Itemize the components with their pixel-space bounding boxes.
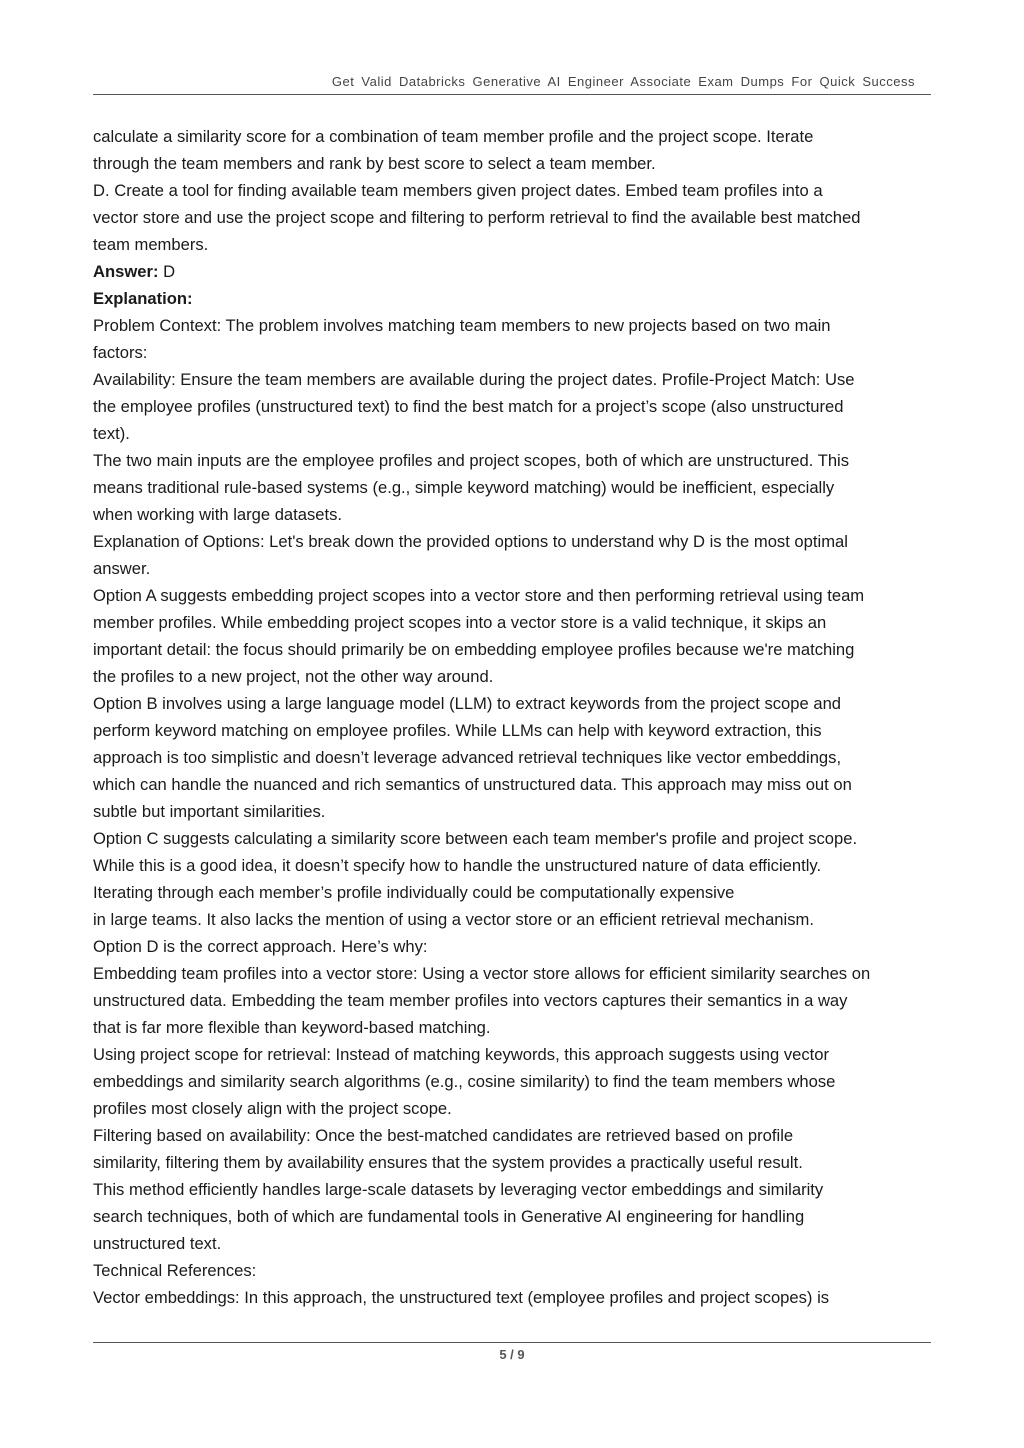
explanation-line: similarity, filtering them by availability ensures that the system provides a practically useful result.: [93, 1153, 803, 1172]
explanation-heading: Explanation:: [93, 289, 193, 308]
option-d-line: D. Create a tool for finding available team members given project dates. Embed team profiles into a: [93, 181, 823, 200]
explanation-line: The two main inputs are the employee profiles and project scopes, both of which are unstructured. This: [93, 451, 850, 470]
answer-label: Answer:: [93, 262, 159, 281]
body-line: team members.: [93, 235, 209, 254]
explanation-line: unstructured text.: [93, 1234, 222, 1253]
explanation-line: perform keyword matching on employee profiles. While LLMs can help with keyword extraction, this: [93, 721, 822, 740]
explanation-line: Option C suggests calculating a similarity score between each team member's profile and project scope.: [93, 829, 858, 848]
explanation-line: important detail: the focus should primarily be on embedding employee profiles because we're matching: [93, 640, 855, 659]
document-body: [93, 123, 943, 1311]
body-line: through the team members and rank by best score to select a team member.: [93, 154, 656, 173]
explanation-line: Option A suggests embedding project scopes into a vector store and then performing retrieval using team: [93, 586, 865, 605]
explanation-line: member profiles. While embedding project scopes into a vector store is a valid technique, it skips an: [93, 613, 827, 632]
explanation-line: Vector embeddings: In this approach, the unstructured text (employee profiles and project scopes) is: [93, 1288, 830, 1307]
explanation-line: in large teams. It also lacks the mention of using a vector store or an efficient retrieval mechanism.: [93, 910, 814, 929]
explanation-line: the profiles to a new project, not the other way around.: [93, 667, 494, 686]
explanation-line: which can handle the nuanced and rich semantics of unstructured data. This approach may miss out on: [93, 775, 852, 794]
page-header: [93, 72, 931, 95]
explanation-line: Problem Context: The problem involves matching team members to new projects based on two main: [93, 316, 831, 335]
explanation-line: unstructured data. Embedding the team member profiles into vectors captures their semantics in a way: [93, 991, 848, 1010]
explanation-line: While this is a good idea, it doesn’t specify how to handle the unstructured nature of data efficiently.: [93, 856, 822, 875]
explanation-line: search techniques, both of which are fundamental tools in Generative AI engineering for handling: [93, 1207, 805, 1226]
page-number: 5 / 9: [499, 1347, 525, 1362]
explanation-line: Availability: Ensure the team members are available during the project dates. Profile-Project Match: Use: [93, 370, 855, 389]
page-footer: [93, 1342, 931, 1362]
explanation-line: embeddings and similarity search algorithms (e.g., cosine similarity) to find the team members whose: [93, 1072, 836, 1091]
explanation-line: when working with large datasets.: [93, 505, 343, 524]
explanation-line: Option D is the correct approach. Here’s why:: [93, 937, 428, 956]
explanation-line: factors:: [93, 343, 148, 362]
explanation-line: subtle but important similarities.: [93, 802, 326, 821]
explanation-line: answer.: [93, 559, 151, 578]
explanation-line: text).: [93, 424, 130, 443]
explanation-line: Using project scope for retrieval: Instead of matching keywords, this approach suggests using vector: [93, 1045, 830, 1064]
explanation-line: Technical References:: [93, 1261, 257, 1280]
body-line: vector store and use the project scope and filtering to perform retrieval to find the available best matched: [93, 208, 861, 227]
answer-value: D: [158, 262, 176, 281]
explanation-line: Filtering based on availability: Once the best-matched candidates are retrieved based on profile: [93, 1126, 794, 1145]
answer-line: [93, 258, 943, 285]
explanation-line: This method efficiently handles large-scale datasets by leveraging vector embeddings and similarity: [93, 1180, 824, 1199]
explanation-line: approach is too simplistic and doesn’t leverage advanced retrieval techniques like vector embeddings,: [93, 748, 842, 767]
explanation-line: that is far more flexible than keyword-based matching.: [93, 1018, 491, 1037]
explanation-line: Iterating through each member’s profile individually could be computationally expensive: [93, 883, 735, 902]
explanation-line: means traditional rule-based systems (e.g., simple keyword matching) would be inefficient, especially: [93, 478, 835, 497]
explanation-line: profiles most closely align with the project scope.: [93, 1099, 452, 1118]
explanation-line: Embedding team profiles into a vector store: Using a vector store allows for efficient similarity searches on: [93, 964, 871, 983]
body-line: calculate a similarity score for a combination of team member profile and the project scope. Iterate: [93, 127, 814, 146]
explanation-line: Explanation of Options: Let's break down the provided options to understand why D is the most optimal: [93, 532, 848, 551]
explanation-line: Option B involves using a large language model (LLM) to extract keywords from the project scope and: [93, 694, 842, 713]
header-title: Get Valid Databricks Generative AI Engineer Associate Exam Dumps For Quick Success: [331, 74, 915, 89]
explanation-line: the employee profiles (unstructured text) to find the best match for a project’s scope (also unstructured: [93, 397, 844, 416]
